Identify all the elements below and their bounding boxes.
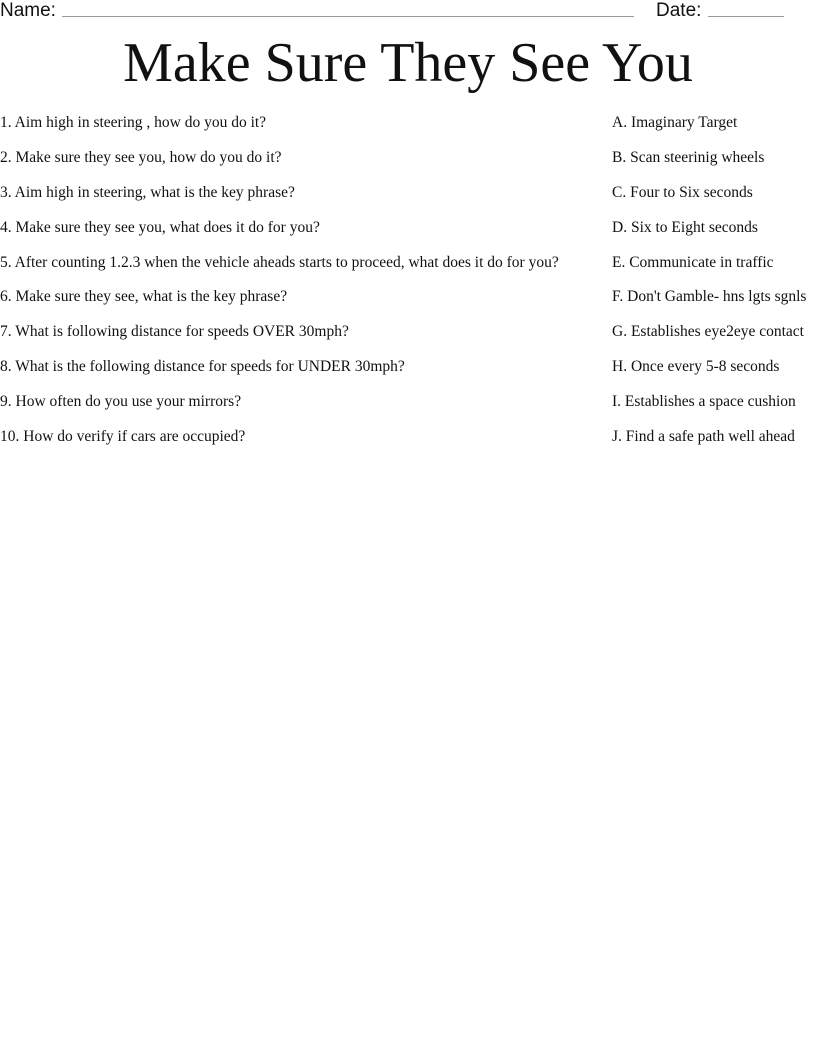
name-label: Name:: [0, 0, 56, 21]
answer-item: E. Communicate in traffic: [612, 253, 774, 271]
name-blank-line: [62, 0, 634, 17]
question-item: 10. How do verify if cars are occupied?: [0, 428, 246, 446]
question-list: [0, 113, 600, 462]
answer-item: J. Find a safe path well ahead: [612, 428, 795, 446]
question-item: 4. Make sure they see you, what does it do for you?: [0, 218, 320, 236]
date-blank-line: [708, 0, 784, 17]
worksheet-header: [0, 0, 816, 24]
date-label: Date:: [656, 0, 702, 21]
question-item: 6. Make sure they see, what is the key phrase?: [0, 288, 288, 306]
question-item: 3. Aim high in steering, what is the key phrase?: [0, 183, 295, 201]
answer-item: A. Imaginary Target: [612, 114, 738, 131]
question-item: 1. Aim high in steering , how do you do it?: [0, 114, 267, 131]
worksheet-title: Make Sure They See You: [123, 32, 693, 94]
question-item: 7. What is following distance for speeds OVER 30mph?: [0, 323, 349, 341]
answer-item: I. Establishes a space cushion: [612, 393, 796, 411]
question-item: 9. How often do you use your mirrors?: [0, 393, 242, 411]
question-item: 8. What is the following distance for speeds for UNDER 30mph?: [0, 358, 405, 376]
answer-item: G. Establishes eye2eye contact: [612, 323, 804, 341]
answer-item: D. Six to Eight seconds: [612, 218, 758, 236]
answer-list: [612, 113, 816, 462]
answer-item: H. Once every 5-8 seconds: [612, 358, 780, 376]
answer-item: B. Scan steerinig wheels: [612, 148, 765, 166]
question-item: 5. After counting 1.2.3 when the vehicle aheads starts to proceed, what does it do for you?: [0, 253, 559, 271]
answer-item: C. Four to Six seconds: [612, 183, 753, 201]
question-item: 2. Make sure they see you, how do you do it?: [0, 148, 282, 166]
answer-item: F. Don't Gamble- hns lgts sgnls: [612, 288, 807, 306]
